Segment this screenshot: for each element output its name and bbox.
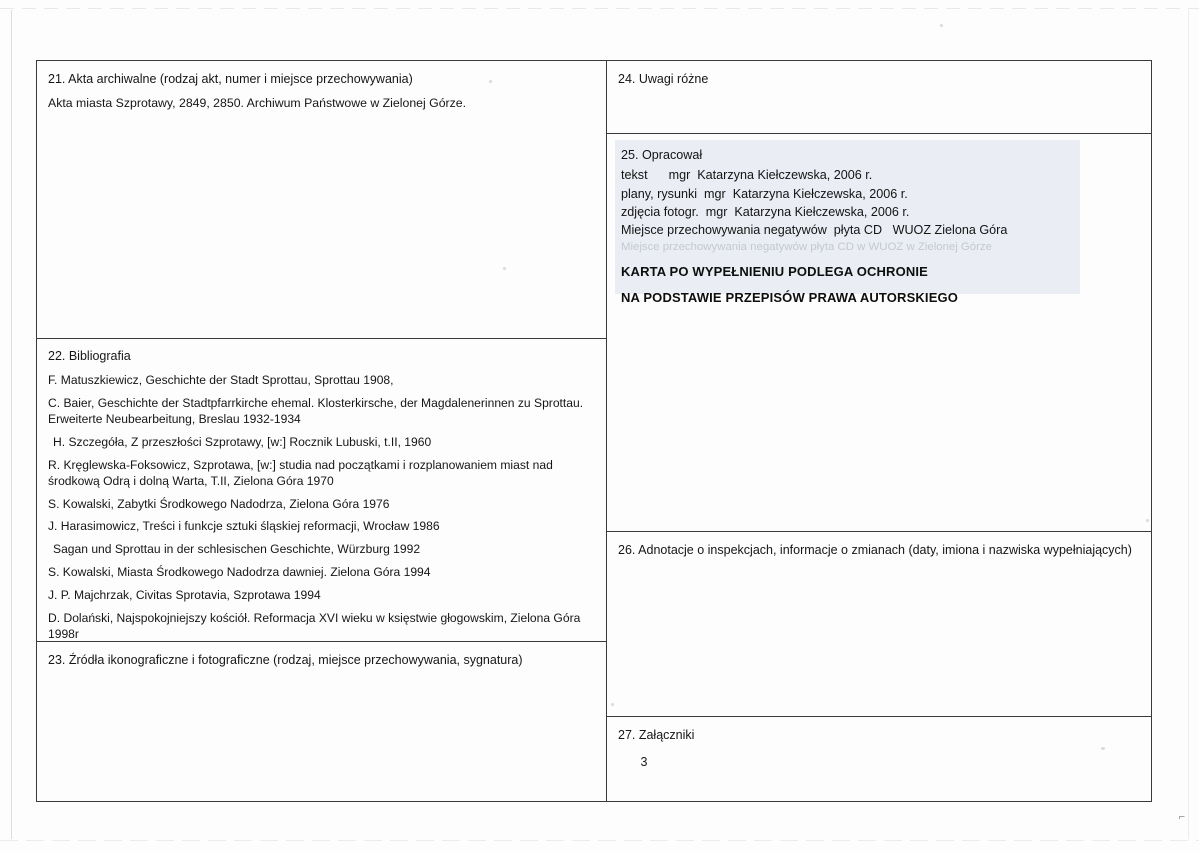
list-item: J. P. Majchrzak, Civitas Sprotavia, Szprotawa 1994 <box>48 587 321 602</box>
scan-edge-right <box>1188 10 1189 839</box>
section-24-title: 24. Uwagi różne <box>618 72 709 86</box>
section-25-title: 25. Opracował <box>621 148 703 162</box>
section-25-line-plans: plany, rysunki mgr Katarzyna Kiełczewska, 2006 r. <box>621 186 908 201</box>
section-21-title: 21. Akta archiwalne (rodzaj akt, numer i miejsce przechowywania) <box>48 72 413 86</box>
section-23-iconographic-sources <box>37 641 606 801</box>
section-26-inspection-annotations <box>607 531 1151 716</box>
section-22-bibliography <box>37 338 606 641</box>
list-item: H. Szczegóła, Z przeszłości Szprotawy, [w:] Rocznik Lubuski, t.II, 1960 <box>53 434 432 449</box>
section-25-content <box>607 134 1151 315</box>
list-item: C. Baier, Geschichte der Stadtpfarrkirche ehemal. Klosterkirsche, der Magdalenerinnen zu Sprottau. Erweiterte Neubearbeitung, Breslau 1932-1934 <box>48 395 584 426</box>
section-25-prepared-by <box>607 133 1151 531</box>
section-24-various-remarks <box>607 61 1151 133</box>
record-card-table <box>36 60 1152 802</box>
section-25-ghost-line: Miejsce przechowywania negatywów płyta CD w WUOZ w Zielonej Górze <box>621 241 992 254</box>
list-item: S. Kowalski, Zabytki Środkowego Nadodrza, Zielona Góra 1976 <box>48 496 390 511</box>
bibliography-list <box>48 372 595 641</box>
list-item: D. Dolański, Najspokojniejszy kościół. Reformacja XVI wieku w księstwie głogowskim, Zielona Góra 1998r <box>48 610 581 641</box>
scan-edge-left <box>11 10 12 839</box>
protection-notice-line-1: KARTA PO WYPEŁNIENIU PODLEGA OCHRONIE <box>621 264 928 280</box>
list-item: J. Harasimowicz, Treści i funkcje sztuki śląskiej reformacji, Wrocław 1986 <box>48 519 440 534</box>
list-item: R. Kręglewska-Foksowicz, Szprotawa, [w:] studia nad początkami i rozplanowaniem miast nad środkową Odrą i dolną Warta, T.II, Zielona Góra 1970 <box>48 457 553 488</box>
section-25-line-photos: zdjęcia fotogr. mgr Katarzyna Kiełczewska, 2006 r. <box>621 204 910 219</box>
page-corner-mark: ⌐ <box>1178 811 1185 823</box>
list-item: F. Matuszkiewicz, Geschichte der Stadt Sprottau, Sprottau 1908, <box>48 372 394 387</box>
section-27-attachments <box>607 716 1151 801</box>
section-21-body: Akta miasta Szprotawy, 2849, 2850. Archiwum Państwowe w Zielonej Górze. <box>48 95 467 110</box>
left-column <box>37 61 607 801</box>
list-item: Sagan und Sprottau in der schlesischen Geschichte, Würzburg 1992 <box>53 542 421 557</box>
section-21-archival-files <box>37 61 606 338</box>
list-item: S. Kowalski, Miasta Środkowego Nadodrza dawniej. Zielona Góra 1994 <box>48 565 431 580</box>
scan-speck <box>940 24 943 27</box>
section-27-title: 27. Załączniki <box>618 728 695 742</box>
right-column <box>607 61 1151 801</box>
section-25-line-negatives: Miejsce przechowywania negatywów płyta CD WUOZ Zielona Góra <box>621 223 1008 237</box>
section-25-line-text: tekst mgr Katarzyna Kiełczewska, 2006 r. <box>621 168 873 183</box>
scan-edge-top <box>0 8 1199 9</box>
page-number: 3 <box>640 754 648 769</box>
section-22-title: 22. Bibliografia <box>48 349 131 363</box>
protection-notice-line-2: NA PODSTAWIE PRZEPISÓW PRAWA AUTORSKIEGO <box>621 290 959 306</box>
scan-edge-bottom <box>0 840 1199 841</box>
section-23-title: 23. Źródła ikonograficzne i fotograficzne (rodzaj, miejsce przechowywania, sygnatura) <box>48 653 523 667</box>
section-26-title: 26. Adnotacje o inspekcjach, informacje o zmianach (daty, imiona i nazwiska wypełniających) <box>618 543 1132 557</box>
